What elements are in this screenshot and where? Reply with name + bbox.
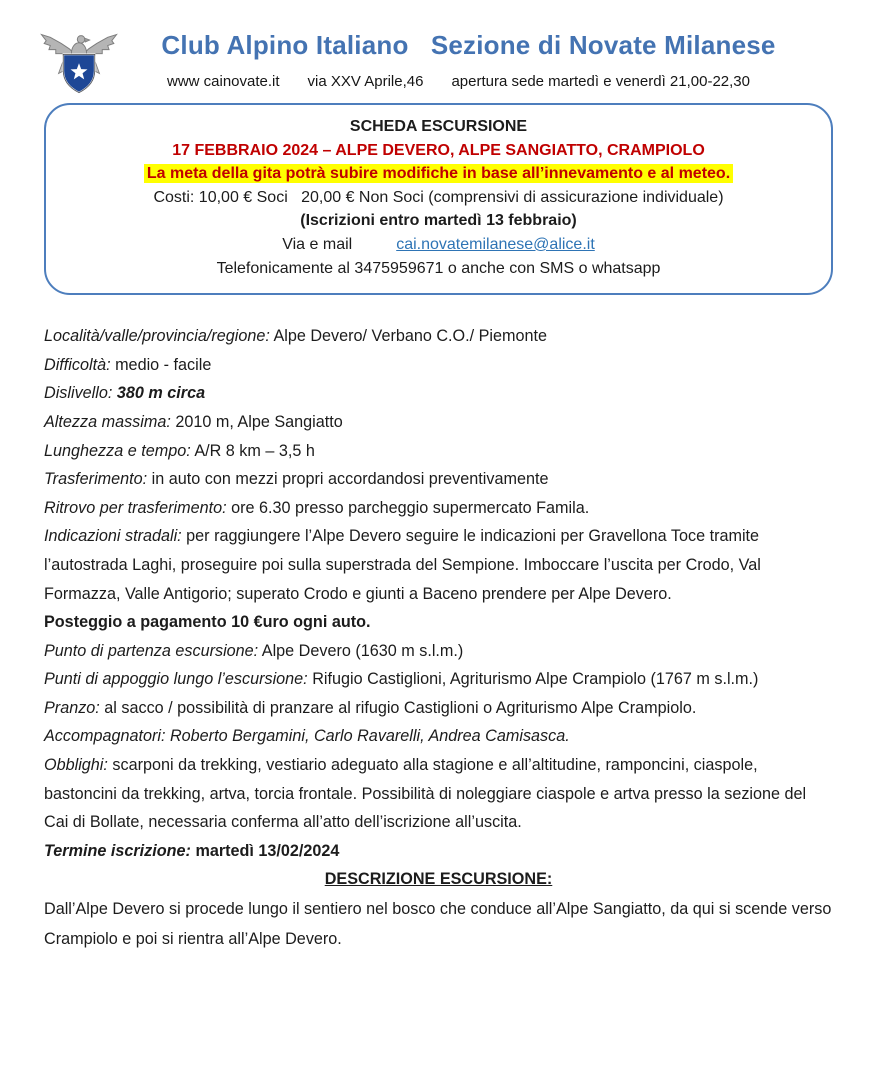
detail-row [44, 751, 833, 837]
detail-row [44, 437, 833, 466]
description-body: Dall’Alpe Devero si procede lungo il sentiero nel bosco che conduce all’Alpe Sangiatto, da qui si scende verso Crampiolo e poi si rientra all’Alpe Devero. [44, 900, 832, 948]
detail-row [44, 637, 833, 666]
detail-value: in auto con mezzi propri accordandosi preventivamente [151, 470, 549, 489]
page-title: Club Alpino Italiano Sezione di Novate Milanese [161, 30, 776, 60]
detail-row [44, 408, 833, 437]
detail-label: Obblighi: [44, 756, 108, 775]
detail-row [44, 379, 833, 408]
detail-value: al sacco / possibilità di pranzare al rifugio Castiglioni o Agriturismo Alpe Crampiolo. [104, 698, 697, 717]
detail-value: 2010 m, Alpe Sangiatto [175, 412, 343, 431]
detail-label: Difficoltà: [44, 355, 111, 374]
warning-line [64, 162, 813, 186]
detail-row [44, 494, 833, 523]
detail-value: Alpe Devero/ Verbano C.O./ Piemonte [273, 327, 548, 346]
detail-value: Roberto Bergamini, Carlo Ravarelli, Andrea Camisasca. [169, 727, 570, 746]
detail-row [44, 351, 833, 380]
box-heading: SCHEDA ESCURSIONE [349, 118, 528, 135]
opening-hours-text: apertura sede martedì e venerdì 21,00-22,30 [451, 73, 750, 90]
detail-row [44, 665, 833, 694]
detail-row [44, 465, 833, 494]
header [0, 0, 877, 90]
detail-row [44, 522, 833, 608]
detail-value: medio - facile [115, 355, 212, 374]
detail-label: Trasferimento: [44, 470, 148, 489]
header-subtitle [0, 73, 877, 90]
detail-value: Alpe Devero (1630 m s.l.m.) [261, 641, 464, 660]
detail-value: 380 m circa [116, 384, 206, 403]
details-list [44, 322, 833, 865]
detail-label: Pranzo: [44, 698, 100, 717]
costs-line: Costi: 10,00 € Soci 20,00 € Non Soci (comprensivi di assicurazione individuale) [153, 188, 724, 206]
detail-value: scarponi da trekking, vestiario adeguato alla stagione e all’altitudine, ramponcini, ciaspole, bastoncini da trekking, artva, torcia frontale. Possibilità di noleggiare ciaspole e artva presso la sezione del Cai di Bollate, necessaria conferma all’atto dell’iscrizione all’uscita. [44, 756, 807, 832]
email-label: Via e mail [282, 235, 353, 253]
excursion-date-title: 17 FEBBRAIO 2024 – ALPE DEVERO, ALPE SANGIATTO, CRAMPIOLO [172, 141, 705, 159]
detail-value: Rifugio Castiglioni, Agriturismo Alpe Crampiolo (1767 m s.l.m.) [312, 670, 759, 689]
detail-row [44, 322, 833, 351]
description-heading: DESCRIZIONE ESCURSIONE: [324, 870, 553, 889]
detail-label: Indicazioni stradali: [44, 527, 182, 546]
detail-row [44, 694, 833, 723]
detail-label: Accompagnatori: [44, 727, 166, 746]
website-text: www cainovate.it [167, 73, 280, 90]
phone-line: Telefonicamente al 3475959671 o anche con SMS o whatsapp [216, 259, 661, 277]
detail-label: Dislivello: [44, 384, 113, 403]
detail-row [44, 608, 833, 637]
cai-eagle-logo-icon [38, 24, 120, 108]
address-text: via XXV Aprile,46 [307, 73, 424, 90]
detail-label: Altezza massima: [44, 412, 171, 431]
detail-label: Punti di appoggio lungo l’escursione: [44, 670, 308, 689]
detail-value: per raggiungere l’Alpe Devero seguire le indicazioni per Gravellona Toce tramite l’autostrada Laghi, proseguire poi sulla superstrada del Sempione. Imboccare l’uscita per Crodo, Val Formazza, Valle Antigorio; superato Crodo e giunti a Baceno prendere per Alpe Devero. [44, 527, 761, 603]
detail-label: Località/valle/provincia/regione: [44, 327, 270, 346]
email-row [64, 233, 813, 257]
detail-value: martedì 13/02/2024 [195, 841, 340, 860]
description-section [44, 865, 833, 954]
detail-label: Ritrovo per trasferimento: [44, 498, 227, 517]
detail-label: Punto di partenza escursione: [44, 641, 259, 660]
email-link[interactable]: cai.novatemilanese@alice.it [396, 235, 595, 253]
detail-row [44, 837, 833, 866]
excursion-info-box [44, 103, 833, 295]
warning-highlight: La meta della gita potrà subire modifiche in base all’innevamento e al meteo. [144, 164, 733, 183]
detail-row [44, 722, 833, 751]
detail-label: Lunghezza e tempo: [44, 441, 191, 460]
detail-value: Posteggio a pagamento 10 €uro ogni auto. [44, 613, 371, 632]
detail-value: A/R 8 km – 3,5 h [194, 441, 315, 460]
registration-deadline-note: (Iscrizioni entro martedì 13 febbraio) [300, 212, 577, 230]
detail-label: Termine iscrizione: [44, 841, 191, 860]
detail-value: ore 6.30 presso parcheggio supermercato Famila. [231, 498, 590, 517]
